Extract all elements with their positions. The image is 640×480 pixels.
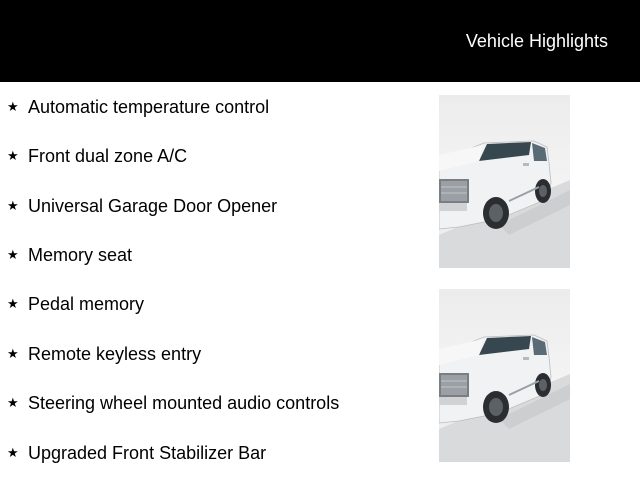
star-icon: ★ bbox=[7, 445, 19, 460]
header-bar bbox=[0, 0, 640, 82]
list-item bbox=[0, 343, 420, 367]
star-icon: ★ bbox=[7, 395, 19, 410]
vehicle-photo bbox=[439, 95, 570, 268]
list-item bbox=[0, 442, 420, 466]
star-icon: ★ bbox=[7, 247, 19, 262]
star-icon: ★ bbox=[7, 99, 19, 114]
list-item bbox=[0, 244, 420, 268]
list-item bbox=[0, 96, 420, 120]
list-item bbox=[0, 293, 420, 317]
list-item bbox=[0, 145, 420, 169]
feature-label: Universal Garage Door Opener bbox=[28, 196, 278, 216]
star-icon: ★ bbox=[7, 346, 19, 361]
list-item bbox=[0, 392, 420, 416]
feature-label: Pedal memory bbox=[28, 294, 145, 314]
feature-label: Automatic temperature control bbox=[28, 97, 270, 117]
feature-label: Steering wheel mounted audio controls bbox=[28, 393, 340, 413]
star-icon: ★ bbox=[7, 296, 19, 311]
list-item bbox=[0, 195, 420, 219]
feature-label: Upgraded Front Stabilizer Bar bbox=[28, 443, 267, 463]
page-title: Vehicle Highlights bbox=[465, 31, 608, 51]
star-icon: ★ bbox=[7, 148, 19, 163]
feature-label: Memory seat bbox=[28, 245, 133, 265]
feature-label: Front dual zone A/C bbox=[28, 146, 188, 166]
feature-label: Remote keyless entry bbox=[28, 344, 202, 364]
star-icon: ★ bbox=[7, 198, 19, 213]
vehicle-photo bbox=[439, 289, 570, 462]
